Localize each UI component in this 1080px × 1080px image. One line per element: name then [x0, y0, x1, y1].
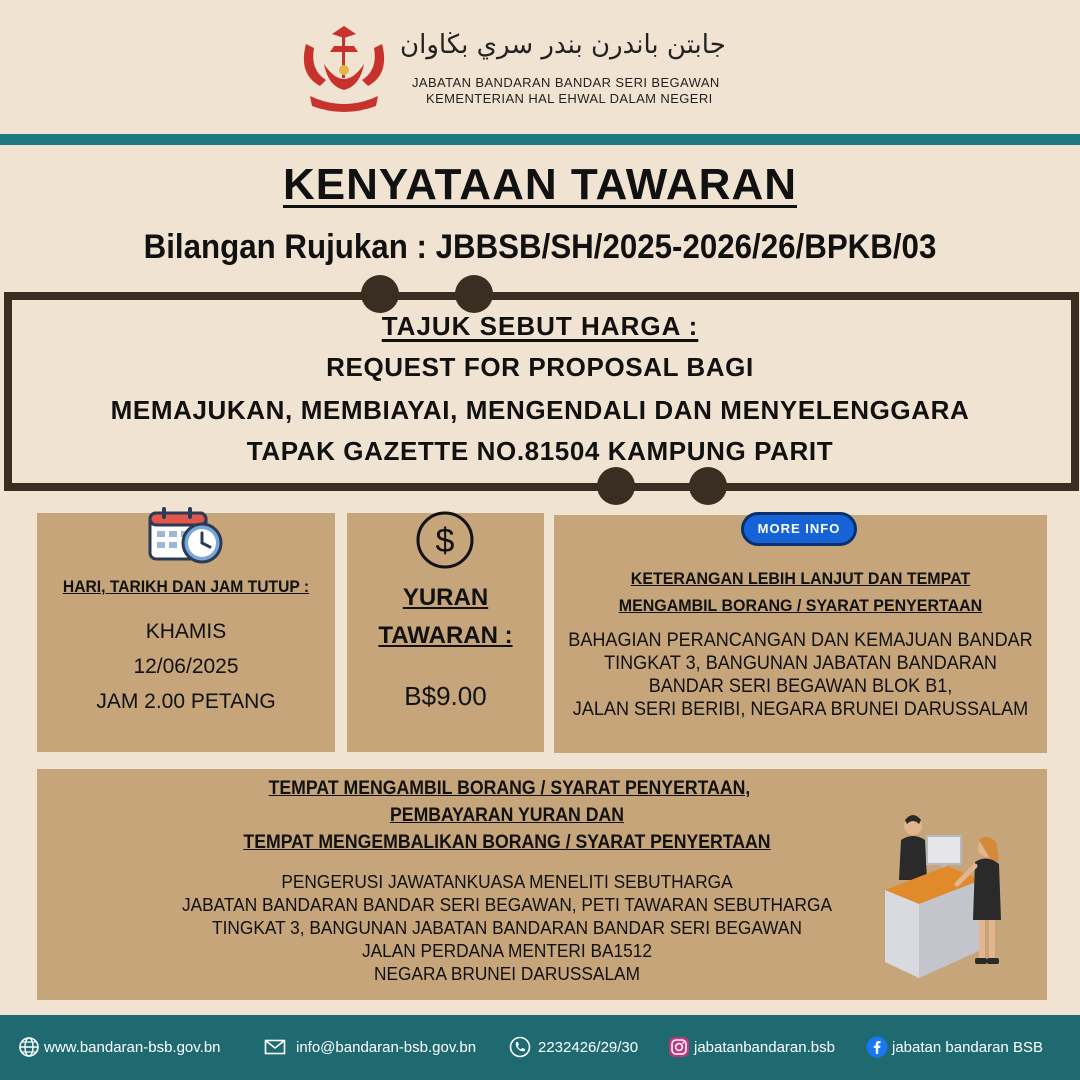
collection-address-line: NEGARA BRUNEI DARUSSALAM [373, 964, 640, 984]
closing-time: JAM 2.00 PETANG [96, 690, 276, 713]
more-info-heading: KETERANGAN LEBIH LANJUT DAN TEMPAT [630, 569, 971, 588]
footer-email-link[interactable]: info@bandaran-bsb.gov.bn [296, 1039, 477, 1056]
phone-icon [509, 1036, 531, 1058]
globe-icon [18, 1036, 40, 1058]
facebook-icon [866, 1036, 888, 1058]
frame-ring-decoration [361, 275, 399, 313]
more-info-address-line: JALAN SERI BERIBI, NEGARA BRUNEI DARUSSALAM [572, 699, 1029, 720]
collection-heading: PEMBAYARAN YURAN DAN [389, 805, 625, 826]
fee-heading: TAWARAN : [378, 622, 513, 649]
header [0, 0, 1080, 134]
closing-heading: HARI, TARIKH DAN JAM TUTUP : [62, 577, 310, 596]
footer-facebook-link[interactable]: jabatan bandaran BSB [892, 1039, 1043, 1056]
reception-desk-illustration [875, 810, 1015, 985]
reference-number: Bilangan Rujukan : JBBSB/SH/2025-2026/26/BPKB/03 [143, 228, 937, 266]
subject-line: TAPAK GAZETTE NO.81504 KAMPUNG PARIT [246, 436, 834, 466]
more-info-button[interactable]: MORE INFO [741, 512, 857, 546]
collection-heading: TEMPAT MENGEMBALIKAN BORANG / SYARAT PENYERTAAN [243, 832, 771, 853]
closing-day: KHAMIS [145, 620, 227, 643]
instagram-icon [668, 1036, 690, 1058]
notice-title-text: KENYATAAN TAWARAN [282, 160, 798, 209]
subject-line: REQUEST FOR PROPOSAL BAGI [326, 352, 754, 382]
fee-amount: B$9.00 [404, 681, 487, 711]
mail-icon [264, 1036, 286, 1058]
collection-address-line: PENGERUSI JAWATANKUASA MENELITI SEBUTHARGA [281, 872, 733, 892]
department-name: JABATAN BANDARAN BANDAR SERI BEGAWAN [412, 75, 720, 90]
more-info-heading: MENGAMBIL BORANG / SYARAT PENYERTAAN [618, 596, 983, 615]
subject-heading-text: TAJUK SEBUT HARGA : [381, 311, 699, 341]
fee-heading: YURAN [402, 584, 489, 611]
subject-line: MEMAJUKAN, MEMBIAYAI, MENGENDALI DAN MENYELENGGARA [110, 395, 970, 425]
jawi-department-name: جابتن باندرن بندر سري بڬاوان [400, 30, 726, 60]
notice-title [0, 160, 1080, 210]
more-info-address-line: BANDAR SERI BEGAWAN BLOK B1, [648, 676, 953, 697]
calendar-clock-icon [148, 505, 224, 565]
frame-ring-decoration [597, 467, 635, 505]
frame-ring-decoration [455, 275, 493, 313]
collection-heading: TEMPAT MENGAMBIL BORANG / SYARAT PENYERTAAN, [268, 778, 751, 799]
frame-ring-decoration [689, 467, 727, 505]
ministry-name: KEMENTERIAN HAL EHWAL DALAM NEGERI [426, 91, 713, 106]
footer-website-link[interactable]: www.bandaran-bsb.gov.bn [44, 1039, 221, 1056]
more-info-address-line: BAHAGIAN PERANCANGAN DAN KEMAJUAN BANDAR [568, 630, 1033, 651]
svg-text:$: $ [435, 522, 455, 560]
footer-phone: 2232426/29/30 [538, 1039, 639, 1056]
closing-date: 12/06/2025 [133, 655, 239, 678]
more-info-address-line: TINGKAT 3, BANGUNAN JABATAN BANDARAN [604, 653, 997, 674]
header-divider [0, 134, 1080, 145]
footer-instagram-link[interactable]: jabatanbandaran.bsb [694, 1039, 835, 1056]
subject-heading [0, 311, 1080, 342]
collection-address-line: JABATAN BANDARAN BANDAR SERI BEGAWAN, PETI TAWARAN SEBUTHARGA [181, 895, 833, 915]
brunei-crest-logo [296, 24, 392, 114]
dollar-icon [415, 510, 475, 570]
collection-address-line: JALAN PERDANA MENTERI BA1512 [361, 941, 653, 961]
collection-address-line: TINGKAT 3, BANGUNAN JABATAN BANDARAN BANDAR SERI BEGAWAN [212, 918, 802, 938]
